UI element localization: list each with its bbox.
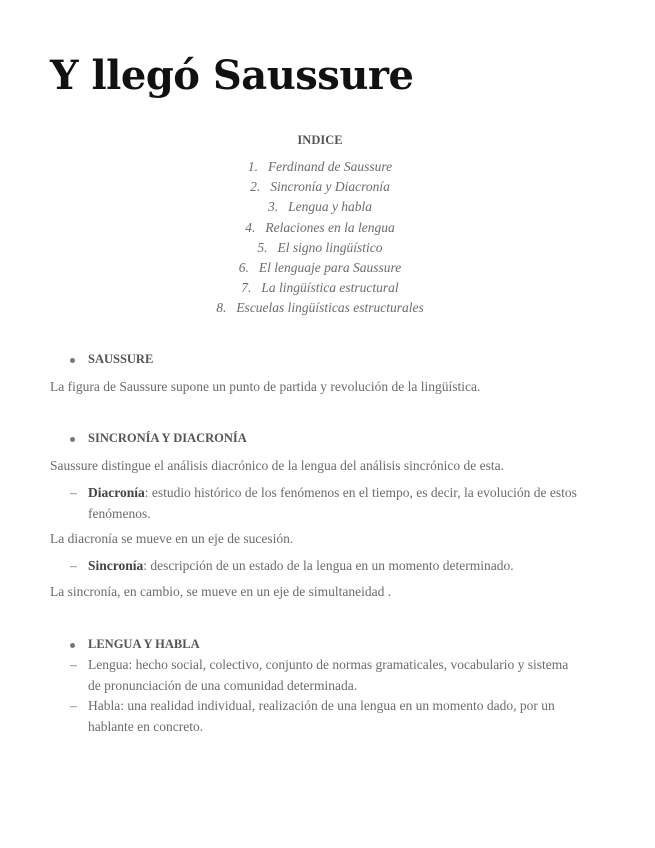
paragraph: Saussure distingue el análisis diacrónico de la lengua del análisis sincrónico de esta. (50, 458, 504, 473)
dash-icon: – (70, 698, 77, 713)
bullet-icon (70, 358, 75, 363)
list-item-sincronia: – Sincronía: descripción de un estado de la lengua en un momento determinado. (70, 556, 578, 577)
section-heading-saussure: SAUSSURE (70, 352, 153, 367)
toc-item[interactable]: 6. El lenguaje para Saussure (238, 259, 402, 275)
table-of-contents (0, 157, 640, 319)
toc-item[interactable]: 4. Relaciones en la lengua (245, 219, 395, 235)
list-item-habla: – Habla: una realidad individual, realización de una lengua en un momento dado, por un hablante en concreto. (70, 698, 555, 734)
dash-icon: – (70, 558, 77, 573)
section-heading-sincronia: SINCRONÍA Y DIACRONÍA (70, 431, 247, 446)
toc-item[interactable]: 8. Escuelas lingüísticas estructurales (216, 300, 424, 316)
bullet-icon (70, 643, 75, 648)
index-heading: INDICE (297, 133, 343, 147)
section-heading-lengua: LENGUA Y HABLA (70, 637, 200, 652)
bullet-icon (70, 437, 75, 442)
dash-icon: – (70, 485, 77, 500)
page-title: Y llegó Saussure (50, 52, 414, 99)
list-item-diacronia: – Diacronía: estudio histórico de los fenómenos en el tiempo, es decir, la evolución de estos fenómenos. (70, 485, 577, 521)
dash-icon: – (70, 657, 77, 672)
toc-item[interactable]: 7. La lingüística estructural (241, 280, 399, 296)
toc-item[interactable]: 3. Lengua y habla (267, 199, 373, 215)
toc-item[interactable]: 1. Ferdinand de Saussure (247, 159, 393, 174)
paragraph: La diacronía se mueve en un eje de sucesión. (50, 531, 294, 546)
toc-item[interactable]: 2. Sincronía y Diacronía (250, 179, 390, 195)
list-item-lengua: – Lengua: hecho social, colectivo, conjunto de normas gramaticales, vocabulario y sistema de pronunciación de una comunidad determinada. (70, 657, 569, 693)
paragraph: La sincronía, en cambio, se mueve en un eje de simultaneidad . (50, 584, 392, 599)
toc-item[interactable]: 5. El signo lingüístico (257, 239, 383, 255)
paragraph: La figura de Saussure supone un punto de partida y revolución de la lingüística. (50, 379, 481, 394)
